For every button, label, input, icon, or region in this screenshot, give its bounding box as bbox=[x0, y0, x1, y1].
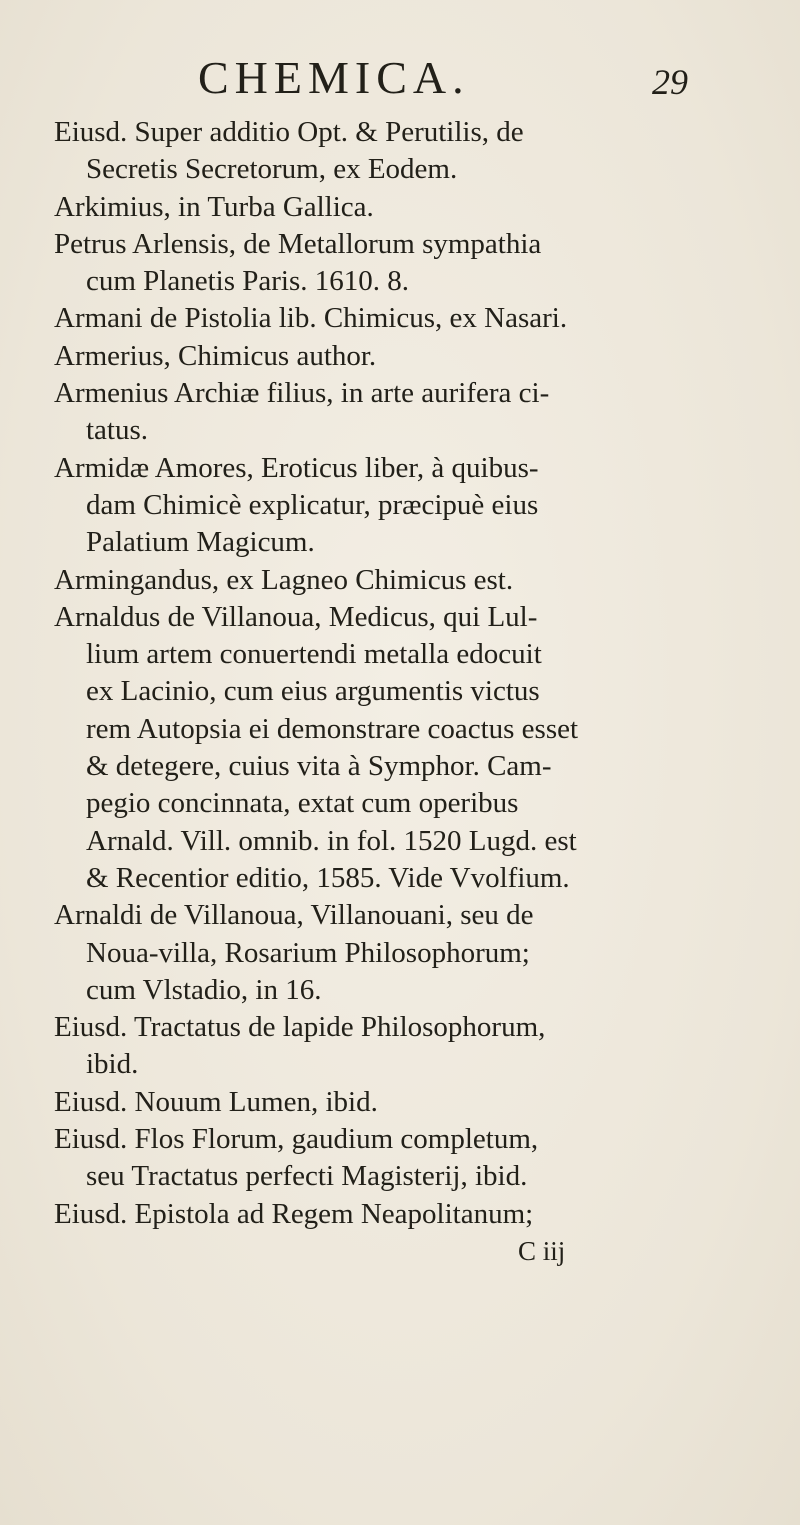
text-line: pegio concinnata, extat cum operibus bbox=[86, 787, 519, 820]
text-line: Arkimius, in Turba Gallica. bbox=[54, 190, 374, 223]
text-line: Armenius Archiæ filius, in arte aurifera ci- bbox=[54, 377, 550, 410]
text-line: Noua-villa, Rosarium Philosophorum; bbox=[86, 936, 530, 969]
text-line: Petrus Arlensis, de Metallorum sympathia bbox=[54, 227, 542, 260]
text-line: Palatium Magicum. bbox=[86, 526, 315, 559]
entry-list bbox=[54, 114, 774, 1270]
text-line: Arnaldi de Villanoua, Villanouani, seu de bbox=[54, 899, 534, 932]
text-line: Eiusd. Nouum Lumen, ibid. bbox=[54, 1085, 378, 1118]
text-line: ex Lacinio, cum eius argumentis victus bbox=[86, 675, 540, 708]
text-line: Arnald. Vill. omnib. in fol. 1520 Lugd. est bbox=[86, 824, 577, 857]
text-line: & Recentior editio, 1585. Vide Vvolfium. bbox=[86, 861, 570, 894]
text-line: Armingandus, ex Lagneo Chimicus est. bbox=[54, 563, 514, 596]
text-line: Eiusd. Tractatus de lapide Philosophorum, bbox=[54, 1011, 546, 1044]
text-line: Armani de Pistolia lib. Chimicus, ex Nasari. bbox=[54, 302, 568, 335]
text-line: dam Chimicè explicatur, præcipuè eius bbox=[86, 488, 539, 521]
text-line: Eiusd. Super additio Opt. & Perutilis, de bbox=[54, 116, 524, 148]
text-line: seu Tractatus perfecti Magisterij, ibid. bbox=[86, 1160, 528, 1193]
text-line: Eiusd. Flos Florum, gaudium completum, bbox=[54, 1123, 539, 1156]
page-number: 29 bbox=[652, 62, 688, 102]
signature-mark: C iij bbox=[518, 1235, 566, 1266]
text-line: Eiusd. Epistola ad Regem Neapolitanum; bbox=[54, 1197, 534, 1230]
text-line: cum Vlstadio, in 16. bbox=[86, 973, 322, 1006]
running-head bbox=[0, 48, 800, 108]
text-line: ibid. bbox=[86, 1048, 139, 1081]
page-title: CHEMICA. bbox=[198, 52, 470, 103]
text-line: Arnaldus de Villanoua, Medicus, qui Lul- bbox=[54, 600, 538, 633]
text-line: rem Autopsia ei demonstrare coactus esset bbox=[86, 712, 579, 745]
text-line: Armerius, Chimicus author. bbox=[54, 339, 377, 372]
text-line: Secretis Secretorum, ex Eodem. bbox=[86, 153, 458, 186]
text-line: tatus. bbox=[86, 414, 149, 447]
text-line: lium artem conuertendi metalla edocuit bbox=[86, 638, 542, 671]
text-line: cum Planetis Paris. 1610. 8. bbox=[86, 265, 410, 298]
text-line: Armidæ Amores, Eroticus liber, à quibus- bbox=[54, 451, 539, 484]
text-line: & detegere, cuius vita à Symphor. Cam- bbox=[86, 750, 552, 783]
